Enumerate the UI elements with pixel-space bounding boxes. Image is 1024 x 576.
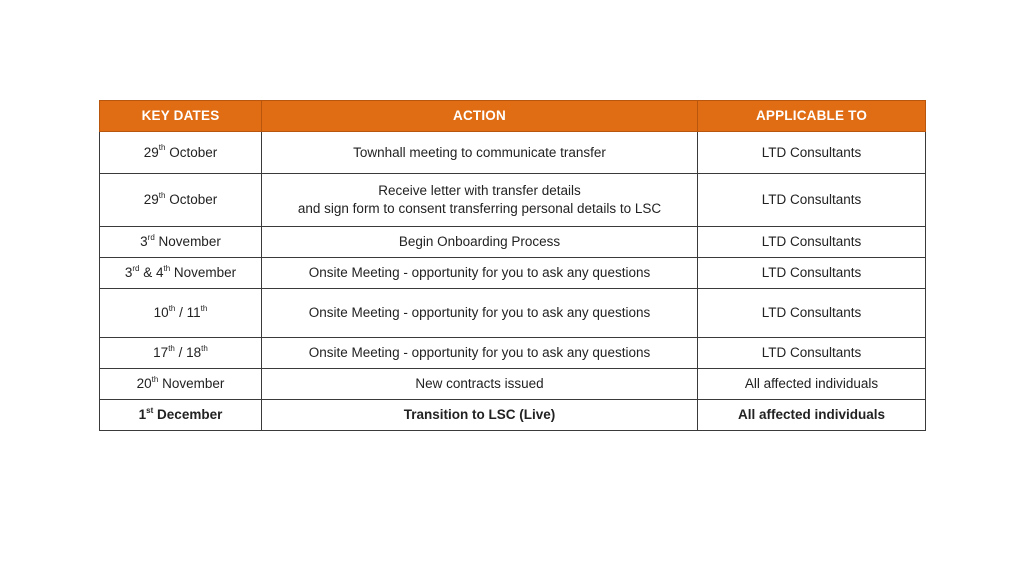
action-cell: Townhall meeting to communicate transfer — [262, 132, 698, 174]
date-cell: 1st December — [100, 400, 262, 431]
table-row — [100, 132, 926, 174]
table-row — [100, 400, 926, 431]
key-dates-table — [99, 100, 926, 431]
applicable-cell: All affected individuals — [698, 369, 926, 400]
date-cell: 17th / 18th — [100, 338, 262, 369]
header-applicable-to: APPLICABLE TO — [698, 101, 926, 132]
applicable-cell: LTD Consultants — [698, 132, 926, 174]
table-header-row — [100, 101, 926, 132]
table-row — [100, 258, 926, 289]
table-row — [100, 174, 926, 227]
action-cell — [262, 174, 698, 227]
action-cell: Onsite Meeting - opportunity for you to ask any questions — [262, 289, 698, 338]
applicable-cell: LTD Consultants — [698, 289, 926, 338]
action-line-2: and sign form to consent transferring personal details to LSC — [297, 201, 662, 216]
date-cell: 20th November — [100, 369, 262, 400]
applicable-cell: LTD Consultants — [698, 338, 926, 369]
table-row — [100, 289, 926, 338]
date-cell: 10th / 11th — [100, 289, 262, 338]
date-cell: 29th October — [100, 132, 262, 174]
action-cell: Onsite Meeting - opportunity for you to ask any questions — [262, 338, 698, 369]
action-cell: Onsite Meeting - opportunity for you to ask any questions — [262, 258, 698, 289]
date-cell: 29th October — [100, 174, 262, 227]
action-cell: Begin Onboarding Process — [262, 227, 698, 258]
applicable-cell: All affected individuals — [698, 400, 926, 431]
applicable-cell: LTD Consultants — [698, 174, 926, 227]
applicable-cell: LTD Consultants — [698, 258, 926, 289]
applicable-cell: LTD Consultants — [698, 227, 926, 258]
action-cell: Transition to LSC (Live) — [262, 400, 698, 431]
date-cell: 3rd & 4th November — [100, 258, 262, 289]
header-key-dates: KEY DATES — [100, 101, 262, 132]
table-row — [100, 369, 926, 400]
table-row — [100, 338, 926, 369]
table-row — [100, 227, 926, 258]
action-cell: New contracts issued — [262, 369, 698, 400]
date-cell: 3rd November — [100, 227, 262, 258]
action-line-1: Receive letter with transfer details — [378, 183, 581, 198]
header-action: ACTION — [262, 101, 698, 132]
